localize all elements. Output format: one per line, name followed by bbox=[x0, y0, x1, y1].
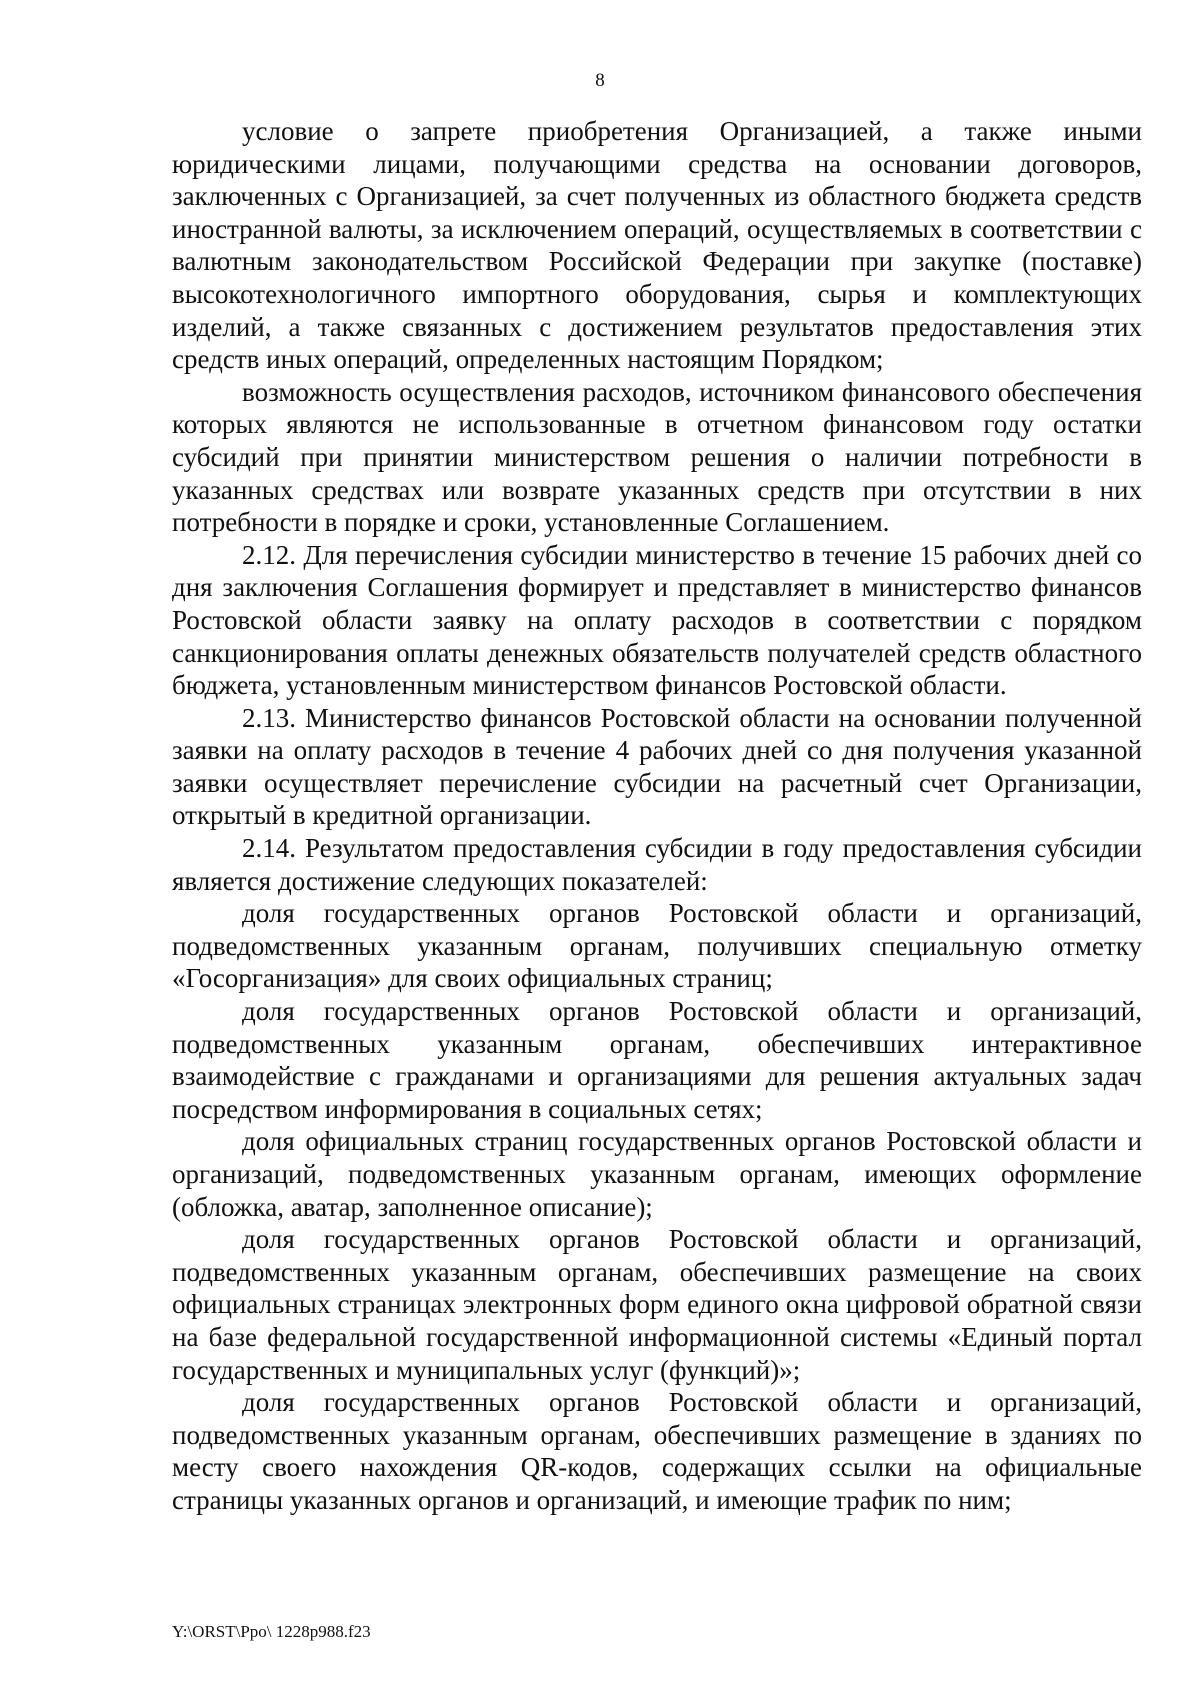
indicator-interactive-interaction: доля государственных органов Ростовской области и организаций, подведомственных указанным органам, обеспечивших интерактивное взаимодействие с гражданами и организациями для решения актуальных задач посредством информирования в социальных сетях; bbox=[172, 996, 1142, 1124]
paragraph-2-13: 2.13. Министерство финансов Ростовской области на основании полученной заявки на оплату расходов в течение 4 рабочих дней со дня получения указанной заявки осуществляет перечисление субсидии на расчетный счет Организации, открытый в кредитной организации. bbox=[172, 702, 1142, 831]
indicator-qr-codes: доля государственных органов Ростовской области и организаций, подведомственных указанным органам, обеспечивших размещение в зданиях по месту своего нахождения QR-кодов, содержащих ссылки на официальные страницы указанных органов и организаций, и имеющие трафик по ним; bbox=[172, 1387, 1142, 1515]
paragraph-2-14: 2.14. Результатом предоставления субсидии в году предоставления субсидии является достижение следующих показателей: bbox=[172, 833, 1142, 896]
file-path-footer: Y:\ORST\Ppo\ 1228p988.f23 bbox=[172, 1622, 371, 1641]
indicator-feedback-forms: доля государственных органов Ростовской области и организаций, подведомственных указанным органам, обеспечивших размещение на своих официальных страницах электронных форм единого окна цифровой обратной связи на базе федеральной государственной информационной системы «Единый портал государственных и муниципальных услуг (функций)»; bbox=[172, 1224, 1142, 1385]
indicator-page-design: доля официальных страниц государственных органов Ростовской области и организаций, подведомственных указанным органам, имеющих оформление (обложка, аватар, заполненное описание); bbox=[172, 1126, 1142, 1222]
paragraph-currency-condition: условие о запрете приобретения Организацией, а также иными юридическими лицами, получающими средства на основании договоров, заключенных с Организацией, за счет полученных из областного бюджета средств иностранной валюты, за исключением операций, осуществляемых в соответствии с валютным законодательством Российской Федерации при закупке (поставке) высокотехнологичного импортного оборудования, сырья и комплектующих изделий, а также связанных с достижением результатов предоставления этих средств иных операций, определенных настоящим Порядком; bbox=[172, 116, 1142, 375]
indicator-gosorganizatsiya-mark: доля государственных органов Ростовской области и организаций, подведомственных указанным органам, получивших специальную отметку «Госорганизация» для своих официальных страниц; bbox=[172, 898, 1142, 994]
page-number: 8 bbox=[595, 70, 605, 91]
paragraph-unused-balances: возможность осуществления расходов, источником финансового обеспечения которых являются не использованные в отчетном финансовом году остатки субсидий при принятии министерством решения о наличии потребности в указанных средствах или возврате указанных средств при отсутствии в них потребности в порядке и сроки, установленные Соглашением. bbox=[172, 376, 1142, 538]
paragraph-2-12: 2.12. Для перечисления субсидии министерство в течение 15 рабочих дней со дня заключения Соглашения формирует и представляет в министерство финансов Ростовской области заявку на оплату расходов в соответствии с порядком санкционирования оплаты денежных обязательств получателей средств областного бюджета, установленным министерством финансов Ростовской области. bbox=[172, 539, 1142, 701]
document-body bbox=[172, 115, 1142, 1517]
